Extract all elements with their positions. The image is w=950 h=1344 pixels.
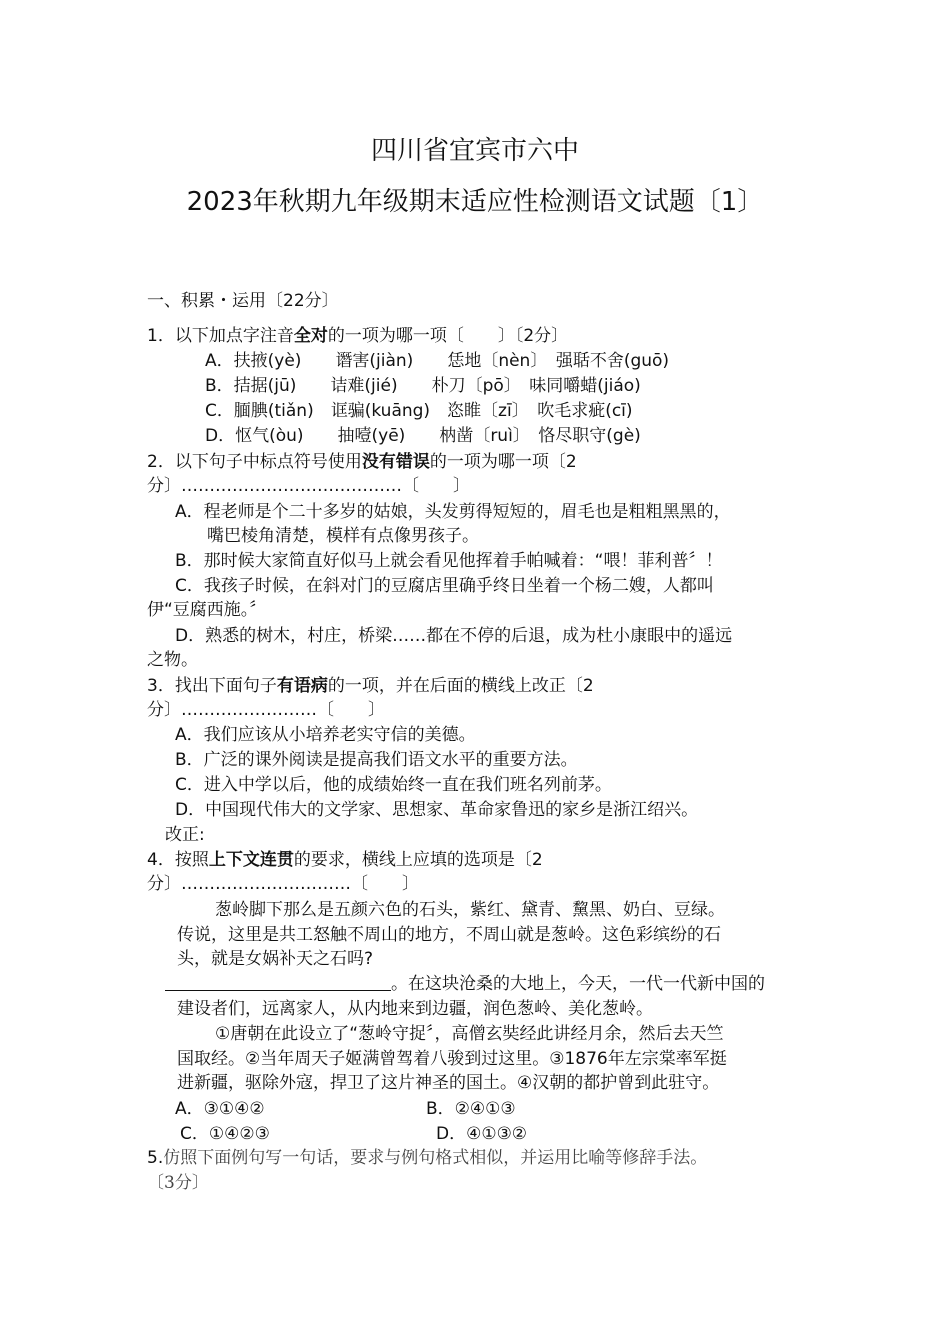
q4-sentence-line: ①唐朝在此设立了“葱岭守捉〞，高僧玄奘经此讲经月余，然后去天竺	[215, 1024, 724, 1044]
q1-option-b: B．拮据(jū) 诘难(jié) 朴刀〔pō〕 味同嚼蜡(jiáo)	[205, 376, 641, 396]
q3-option-b: B．广泛的课外阅读是提高我们语文水平的重要方法。	[175, 750, 578, 770]
q1-stem: 1．以下加点字注音全对的一项为哪一项〔 〕〔2分〕	[147, 326, 569, 346]
q3-option-d: D．中国现代伟大的文学家、思想家、革命家鲁迅的家乡是浙江绍兴。	[175, 800, 699, 820]
q4-passage-line: 建设者们，远离家人，从内地来到边疆，润色葱岭、美化葱岭。	[177, 999, 653, 1019]
q4-option-c: C．①④②③	[180, 1124, 270, 1144]
q4-passage-line: 葱岭脚下那么是五颜六色的石头，紫红、黛青、黧黑、奶白、豆绿。	[215, 900, 725, 920]
q2-stem-cont: 分〕…………………………………〔 〕	[147, 476, 470, 496]
title-exam: 2023年秋期九年级期末适应性检测语文试题〔1〕	[186, 187, 764, 217]
q4-passage-line: 。在这块沧桑的大地上，今天，一代一代新中国的	[165, 972, 765, 996]
q4-answer-blank[interactable]	[165, 972, 391, 991]
q3-stem-cont: 分〕……………………〔 〕	[147, 700, 385, 720]
q4-stem-cont: 分〕…………………………〔 〕	[147, 874, 419, 894]
q2-option-a-cont: 嘴巴棱角清楚，模样有点像男孩子。	[207, 526, 479, 546]
title-school: 四川省宜宾市六中	[370, 136, 579, 166]
q2-option-c-cont: 伊“豆腐西施。〞	[147, 600, 267, 620]
q3-option-c: C．进入中学以后，他的成绩始终一直在我们班名列前茅。	[175, 775, 612, 795]
q2-option-d-cont: 之物。	[147, 650, 198, 670]
q4-sentence-line: 国取经。②当年周天子姬满曾驾着八骏到过这里。③1876年左宗棠率军挺	[177, 1049, 727, 1069]
q1-option-d: D．怄气(òu) 抽噎(yē) 枘凿〔ruì〕 恪尽职守(gè)	[205, 426, 641, 446]
q2-option-d: D．熟悉的树木，村庄，桥梁……都在不停的后退，成为杜小康眼中的遥远	[175, 626, 733, 646]
q3-correction-label: 改正:	[165, 825, 205, 845]
q1-option-a: A．扶掖(yè) 谮害(jiàn) 恁地〔nèn〕 强聒不舍(guō)	[205, 351, 670, 371]
q4-passage-line: 传说，这里是共工怒触不周山的地方，不周山就是葱岭。这色彩缤纷的石	[177, 925, 721, 945]
q4-option-a: A．③①④②	[175, 1099, 265, 1119]
q5-stem: 5.仿照下面例句写一句话，要求与例句格式相似，并运用比喻等修辞手法。	[147, 1148, 708, 1168]
q4-stem: 4．按照上下文连贯的要求，横线上应填的选项是〔2	[147, 850, 543, 870]
q2-option-a: A．程老师是个二十多岁的姑娘，头发剪得短短的，眉毛也是粗粗黑黑的，	[175, 502, 731, 522]
section-heading: 一、积累・运用〔22分〕	[147, 291, 339, 311]
q5-score: 〔3分〕	[147, 1173, 209, 1193]
q4-sentence-line: 进新疆，驱除外寇，捍卫了这片神圣的国土。④汉朝的都护曾到此驻守。	[177, 1073, 720, 1093]
q4-option-b: B．②④①③	[426, 1099, 516, 1119]
q1-option-c: C．腼腆(tiǎn) 诓骗(kuāng) 恣睢〔zī〕 吹毛求疵(cī)	[205, 401, 633, 421]
q2-stem: 2．以下句子中标点符号使用没有错误的一项为哪一项〔2	[147, 452, 577, 472]
q4-passage-line: 头，就是女娲补天之石吗?	[177, 949, 374, 969]
q4-option-d: D．④①③②	[436, 1124, 528, 1144]
q2-option-b: B．那时候大家简直好似马上就会看见他挥着手帕喊着：“喂！菲利普〞！	[175, 551, 723, 571]
q2-option-c: C．我孩子时候，在斜对门的豆腐店里确乎终日坐着一个杨二嫂，人都叫	[175, 576, 714, 596]
q3-stem: 3．找出下面句子有语病的一项，并在后面的横线上改正〔2	[147, 676, 594, 696]
q3-option-a: A．我们应该从小培养老实守信的美德。	[175, 725, 476, 745]
